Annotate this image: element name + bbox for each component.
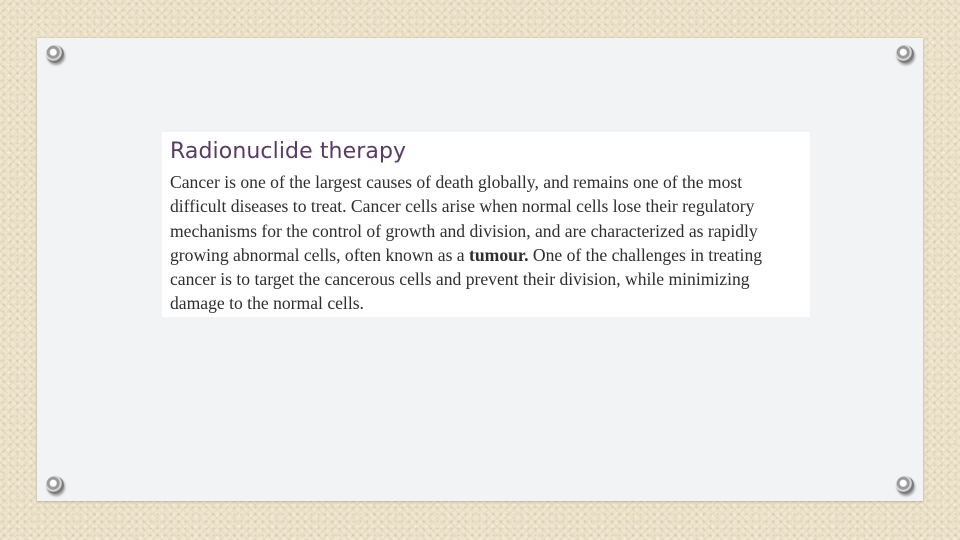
textbook-excerpt <box>162 132 810 317</box>
section-heading: Radionuclide therapy <box>170 139 407 164</box>
bold-term: tumour. <box>469 244 529 265</box>
body-paragraph <box>170 170 802 316</box>
pushpin-icon <box>46 45 64 63</box>
paragraph-text-start: Cancer is one of the largest causes of death globally, and remains one of the most difficult diseases to treat. Cancer cells arise when normal cells lose their regulatory mechanisms for the control of growth and division, and are characterized as rapidly growing abnormal cells, often known as a <box>170 172 758 265</box>
pushpin-icon <box>896 45 914 63</box>
paragraph-text-end: One of the challenges in treating cancer is to target the cancerous cells and prevent their division, while minimizing damage to the normal cells. <box>170 244 763 314</box>
pushpin-icon <box>46 476 64 494</box>
pushpin-icon <box>896 476 914 494</box>
